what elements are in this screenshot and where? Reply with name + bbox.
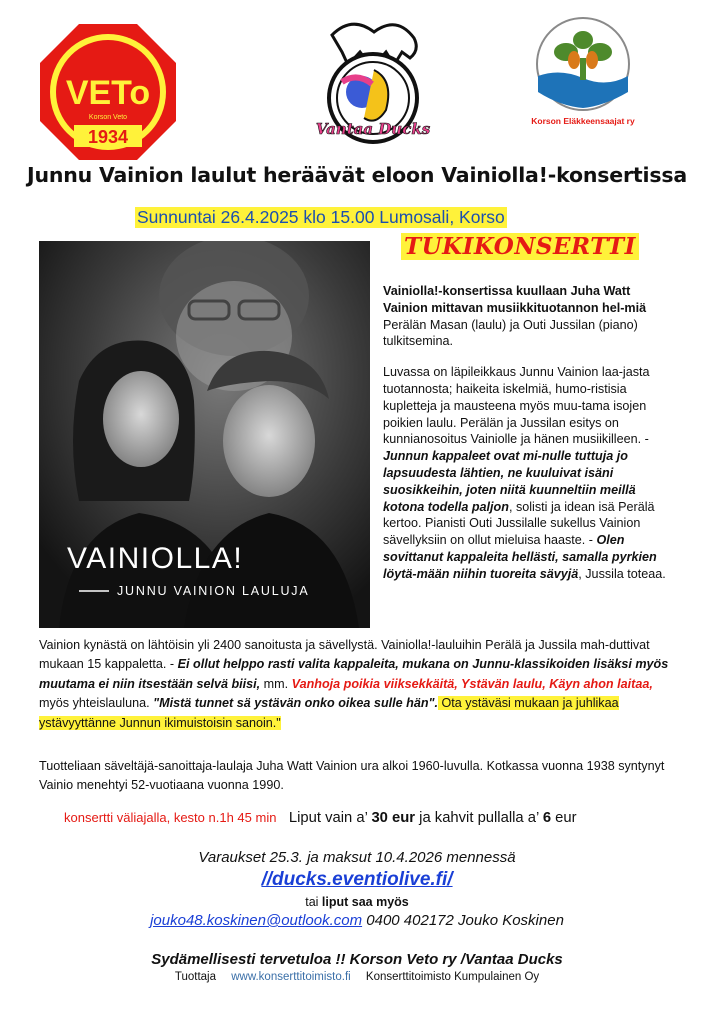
songs-quote: Ei ollut helppo rasti valita kappaleita, mukana on Junnu-klassikoiden lisäksi myös muutama ei niin itsestään selvä biisi, [39, 657, 669, 691]
veto-logo-subtext: Korson Veto [88, 114, 128, 121]
songs-text-a: Vainion kynästä on lähtöisin yli 2400 sanoitusta ja sävellystä. Vainiolla!-lauluihin Perälä ja Jussila mah-duttivat mukaan 15 kappaletta. - [39, 638, 650, 672]
ticket-price: 30 eur [371, 810, 416, 826]
vantaa-ducks-logo [302, 10, 444, 152]
album-title: VAINIOLLA! [67, 542, 244, 575]
album-subtitle: JUNNU VAINION LAULUJA [117, 584, 310, 598]
intro-lead: Vainiolla!-konsertissa kuullaan Juha Watt Vainion mittavan musiikkituotannon hel-miä [383, 284, 647, 315]
ticket-text-b: ja kahvit pullalla a’ [415, 810, 543, 826]
or-text: tai [305, 895, 322, 909]
tukikonsertti-badge: TUKIKONSERTTI [401, 233, 639, 260]
welcome-line: Sydämellisesti tervetuloa !! Korson Veto ry /Vantaa Ducks [151, 951, 563, 968]
song-list: Vanhoja poikia viiksekkäitä, Ystävän laulu, Käyn ahon laitaa, [291, 676, 653, 691]
concert-info [64, 809, 684, 827]
album-cover-photo [39, 241, 370, 628]
producer-website-link[interactable]: www.konserttitoimisto.fi [231, 971, 351, 983]
booking-line: Varaukset 25.3. ja maksut 10.4.2026 mennessä [198, 849, 516, 866]
veto-logo [38, 22, 178, 162]
song-quote: "Mistä tunnet sä ystävän onko oikea sulle hän". [153, 696, 438, 711]
description-text-c: , Jussila toteaa. [578, 566, 666, 581]
or-bold-text: liput saa myös [321, 895, 409, 909]
booking-link-wrap [0, 869, 714, 891]
date-line: Sunnuntai 26.4.2025 klo 15.00 Lumosali, Korso [137, 207, 505, 227]
description-text-a: Luvassa on läpileikkaus Junnu Vainion laa-jasta tuotannosta; haikeita iskelmiä, humo-ristisia kupletteja ja mausteena myös muu-tama isojen poikien laulu. Perälän ja Jussilan esitys on kunnianosoitus Vainiolle ja hänen musiikilleen. - [383, 365, 650, 447]
invite-highlight: Ota ystäväsi mukaan ja juhlikaa ystävyyttänne Junnun ikimuistoisin sanoin." [39, 696, 619, 730]
producer-line [0, 971, 714, 983]
contact-phone: 0400 402172 Jouko Koskinen [362, 912, 564, 929]
contact-line [0, 912, 714, 929]
songs-text-c: myös yhteislauluna. [39, 696, 154, 711]
duration-text: konsertti väliajalla, kesto n.1h 45 min [64, 810, 277, 825]
ticket-text [289, 810, 577, 826]
korso-logo-text: Korson Eläkkeensaajat ry [531, 116, 635, 126]
songs-text-b: mm. [260, 676, 292, 691]
contact-email-link[interactable]: jouko48.koskinen@outlook.com [150, 912, 363, 929]
producer-name: Konserttitoimisto Kumpulainen Oy [365, 971, 540, 983]
description-text-b: , solisti ja idean isä Perälä kertoo. Pianisti Outi Jussilalle sukellus Vainion sävellyksiin on ollut mieluisa haaste. - [383, 499, 655, 548]
korso-logo [524, 14, 642, 132]
description-paragraph [383, 364, 673, 582]
intro-rest: Perälän Masan (laulu) ja Outi Jussilan (piano) tulkitsemina. [383, 317, 638, 349]
intro-paragraph [383, 283, 673, 350]
ticket-text-a: Liput vain a’ [288, 810, 372, 826]
or-line [0, 895, 714, 909]
intro-column [383, 283, 673, 597]
ticket-text-c: eur [551, 810, 577, 826]
page-title: Junnu Vainion laulut heräävät eloon Vainiolla!-konsertissa [27, 163, 687, 187]
veto-logo-text: VETo [65, 74, 151, 112]
songs-paragraph [39, 636, 679, 733]
producer-label: Tuottaja [174, 971, 216, 983]
coffee-price: 6 [542, 810, 552, 826]
jussila-quote: Olen sovittanut kappaleita hellästi, samalla pyrkien löytä-mään niihin tuoreita sävyjä [383, 533, 657, 581]
vantaa-ducks-logo-text: Vantaa Ducks [315, 120, 431, 138]
biography-paragraph: Tuotteliaan säveltäjä-sanoittaja-laulaja Juha Watt Vainion ura alkoi 1960-luvulla. Kotkassa vuonna 1938 syntynyt Vainio menehtyi 52-vuotiaana vuonna 1990. [39, 759, 665, 793]
perala-quote: Junnun kappaleet ovat mi-nulle tuttuja jo lapsuudesta lähtien, ne kuuluivat isäni suosikkeihin, joten niitä kuunneltiin meillä kotona todella paljon [383, 449, 636, 514]
booking-link[interactable]: //ducks.eventiolive.fi/ [261, 869, 453, 890]
veto-logo-year: 1934 [87, 127, 129, 147]
